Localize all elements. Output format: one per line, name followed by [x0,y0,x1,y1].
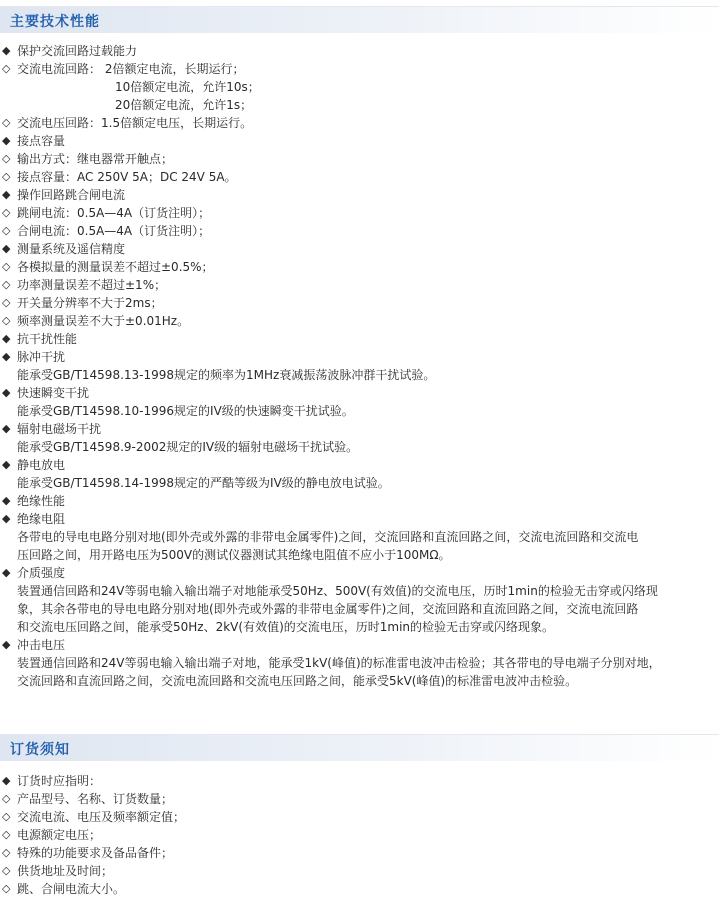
filled-diamond-icon: ◆ [2,774,11,787]
filled-diamond-icon: ◆ [2,422,11,435]
filled-diamond-icon: ◆ [2,350,11,363]
line-text: 能承受GB/T14598.14-1998规定的严酷等级为IV级的静电放电试验。 [17,476,390,490]
hollow-diamond-icon: ◇ [2,278,11,291]
text-line [0,636,719,654]
line-text: 供货地址及时间； [17,864,114,878]
line-text: 脉冲干扰 [17,350,66,364]
filled-diamond-icon: ◆ [2,134,11,147]
text-line [0,258,719,276]
text-line [0,790,719,808]
filled-diamond-icon: ◆ [2,44,11,57]
line-text: 订货时应指明： [17,774,102,788]
hollow-diamond-icon: ◇ [2,864,11,877]
text-line [0,474,719,492]
line-text: 接点容量：AC 250V 5A；DC 24V 5A。 [17,170,237,184]
text-line [0,330,719,348]
line-text: 测量系统及遥信精度 [17,242,126,256]
hollow-diamond-icon: ◇ [2,314,11,327]
text-line [0,528,719,546]
filled-diamond-icon: ◆ [2,332,11,345]
text-line [0,294,719,312]
text-line [0,808,719,826]
line-text: 和交流电压回路之间，能承受50Hz、2kV(有效值)的交流电压，历时1min的检验无击穿或闪络现象。 [17,620,555,634]
filled-diamond-icon: ◆ [2,638,11,651]
line-text: 产品型号、名称、订货数量； [17,792,174,806]
text-line [0,826,719,844]
text-line [0,582,719,600]
line-text: 象，其余各带电的导电电路分别对地(即外壳或外露的非带电金属零件)之间，交流回路和直流回路之间，交流电流回路 [17,602,639,616]
line-text: 交流电流、电压及频率额定值； [17,810,186,824]
hollow-diamond-icon: ◇ [2,792,11,805]
text-line [0,844,719,862]
line-text: 绝缘性能 [17,494,66,508]
text-line [0,492,719,510]
line-text: 介质强度 [17,566,66,580]
hollow-diamond-icon: ◇ [2,224,11,237]
text-line [0,312,719,330]
section-title: 订货须知 [10,742,70,758]
line-text: 装置通信回路和24V等弱电输入输出端子对地，能承受1kV(峰值)的标准雷电波冲击检验；其各带电的导电端子分别对地， [17,656,661,670]
line-text: 静电放电 [17,458,66,472]
section-title: 主要技术性能 [10,14,100,30]
text-line [0,456,719,474]
text-line [0,510,719,528]
line-text: 频率测量误差不大于±0.01Hz。 [17,314,190,328]
text-line [0,60,719,78]
line-text: 交流电流回路： 2倍额定电流，长期运行； [17,62,245,76]
hollow-diamond-icon: ◇ [2,296,11,309]
text-line [0,772,719,790]
text-line [0,672,719,690]
line-text: 各模拟量的测量误差不超过±0.5%； [17,260,214,274]
text-line [0,132,719,150]
text-line [0,222,719,240]
text-line [0,420,719,438]
line-text: 绝缘电阻 [17,512,66,526]
hollow-diamond-icon: ◇ [2,170,11,183]
text-line [0,42,719,60]
text-line [0,276,719,294]
line-text: 接点容量 [17,134,66,148]
line-text: 能承受GB/T14598.13-1998规定的频率为1MHz衰减振荡波脉冲群干扰试验。 [17,368,436,382]
tech-performance-content [0,42,719,690]
line-text: 装置通信回路和24V等弱电输入输出端子对地能承受50Hz、500V(有效值)的交流电压，历时1min的检验无击穿或闪络现 [17,584,658,598]
line-text: 能承受GB/T14598.9-2002规定的IV级的辐射电磁场干扰试验。 [17,440,359,454]
text-line [0,600,719,618]
line-text: 合闸电流：0.5A—4A（订货注明）； [17,224,211,238]
line-text: 操作回路跳合闸电流 [17,188,126,202]
text-line [0,862,719,880]
line-text: 电源额定电压； [17,828,102,842]
filled-diamond-icon: ◆ [2,566,11,579]
hollow-diamond-icon: ◇ [2,828,11,841]
line-text: 功率测量误差不超过±1%； [17,278,167,292]
text-line [0,204,719,222]
text-line [0,348,719,366]
line-text: 20倍额定电流，允许1s； [115,98,253,112]
filled-diamond-icon: ◆ [2,458,11,471]
line-text: 开关量分辨率不大于2ms； [17,296,163,310]
text-line [0,618,719,636]
line-text: 各带电的导电电路分别对地(即外壳或外露的非带电金属零件)之间，交流回路和直流回路之间，交流电流回路和交流电 [17,530,639,544]
text-line [0,78,719,96]
text-line [0,654,719,672]
hollow-diamond-icon: ◇ [2,152,11,165]
text-line [0,402,719,420]
line-text: 特殊的功能要求及备品备件； [17,846,174,860]
text-line [0,564,719,582]
hollow-diamond-icon: ◇ [2,62,11,75]
line-text: 冲击电压 [17,638,66,652]
line-text: 能承受GB/T14598.10-1996规定的IV级的快速瞬变干扰试验。 [17,404,354,418]
line-text: 压回路之间，用开路电压为500V的测试仪器测试其绝缘电阻值不应小于100MΩ。 [17,548,451,562]
text-line [0,96,719,114]
line-text: 保护交流回路过载能力 [17,44,138,58]
text-line [0,366,719,384]
text-line [0,168,719,186]
text-line [0,240,719,258]
line-text: 交流电压回路：1.5倍额定电压，长期运行。 [17,116,253,130]
line-text: 输出方式：继电器常开触点； [17,152,174,166]
line-text: 快速瞬变干扰 [17,386,90,400]
filled-diamond-icon: ◆ [2,512,11,525]
text-line [0,150,719,168]
line-text: 交流回路和直流回路之间，交流电流回路和交流电压回路之间，能承受5kV(峰值)的标准雷电波冲击检验。 [17,674,578,688]
line-text: 抗干扰性能 [17,332,78,346]
ordering-notes-content [0,772,719,898]
text-line [0,114,719,132]
hollow-diamond-icon: ◇ [2,206,11,219]
hollow-diamond-icon: ◇ [2,260,11,273]
filled-diamond-icon: ◆ [2,242,11,255]
section-header-ordering-notes [0,734,719,761]
section-header-tech-performance [0,6,719,33]
text-line [0,546,719,564]
text-line [0,186,719,204]
hollow-diamond-icon: ◇ [2,882,11,895]
text-line [0,438,719,456]
hollow-diamond-icon: ◇ [2,116,11,129]
filled-diamond-icon: ◆ [2,494,11,507]
text-line [0,384,719,402]
line-text: 跳、合闸电流大小。 [17,882,126,896]
line-text: 跳闸电流：0.5A—4A（订货注明）； [17,206,211,220]
hollow-diamond-icon: ◇ [2,810,11,823]
filled-diamond-icon: ◆ [2,188,11,201]
hollow-diamond-icon: ◇ [2,846,11,859]
filled-diamond-icon: ◆ [2,386,11,399]
line-text: 辐射电磁场干扰 [17,422,102,436]
text-line [0,880,719,898]
line-text: 10倍额定电流，允许10s； [115,80,260,94]
